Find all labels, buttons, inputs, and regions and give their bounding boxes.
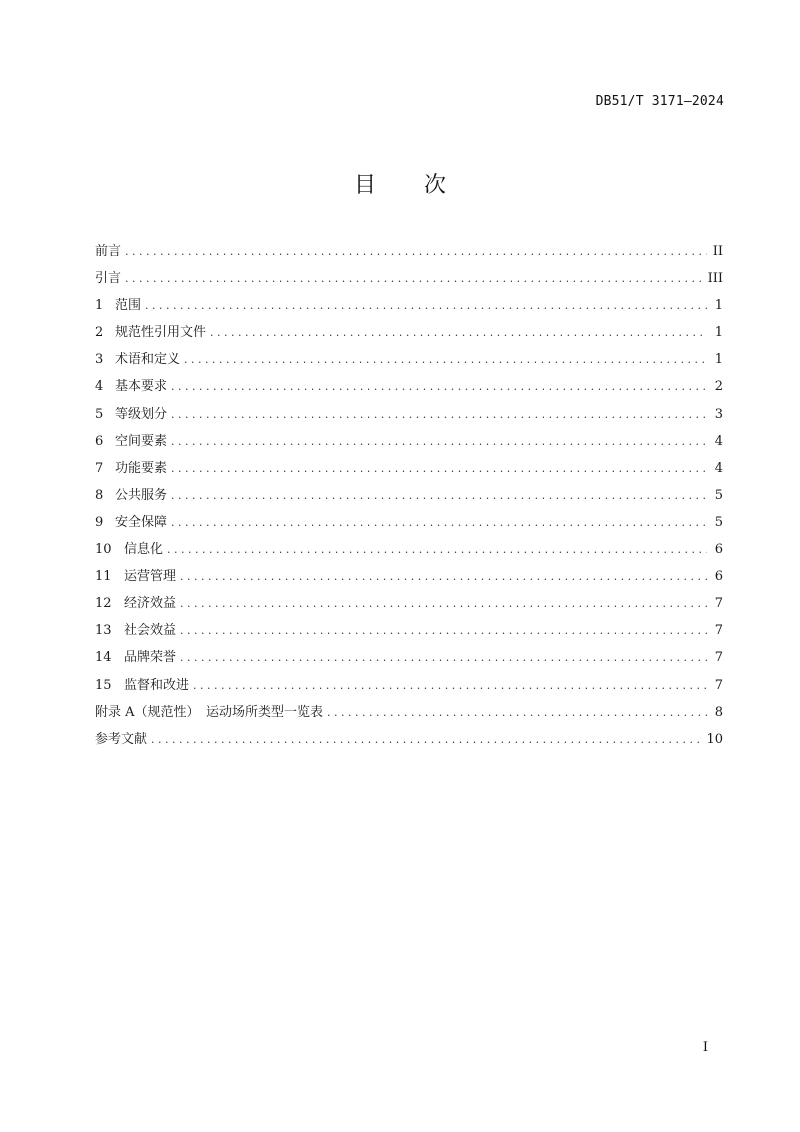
dot-leader [180, 621, 707, 641]
dot-leader [180, 594, 707, 614]
toc-entry-page: 6 [714, 542, 723, 558]
toc-entry[interactable] [95, 377, 723, 404]
toc-entry-page: 10 [706, 731, 723, 747]
toc-entry-label: 术语和定义 [115, 352, 181, 368]
toc-entry[interactable] [95, 703, 723, 730]
toc-entry-number: 10 [95, 542, 112, 558]
toc-entry-label: 经济效益 [124, 596, 177, 612]
toc-entry-page: 1 [714, 352, 723, 368]
toc-entry-number: 2 [95, 325, 104, 341]
dot-leader [171, 377, 707, 397]
table-of-contents [95, 242, 723, 757]
toc-entry-label: 附录 A（规范性） 运动场所类型一览表 [95, 704, 324, 720]
toc-entry[interactable] [95, 405, 723, 432]
dot-leader [171, 459, 707, 479]
toc-entry-label: 社会效益 [124, 623, 177, 639]
document-code: DB51/T 3171—2024 [595, 94, 724, 109]
toc-entry-page: 4 [714, 460, 723, 476]
toc-entry[interactable] [95, 323, 723, 350]
toc-entry-number: 14 [95, 650, 112, 666]
toc-entry[interactable] [95, 486, 723, 513]
dot-leader [171, 432, 707, 452]
dot-leader [193, 676, 707, 696]
toc-entry-page: II [712, 244, 723, 259]
toc-entry-label: 信息化 [124, 542, 164, 558]
toc-entry-page: 6 [714, 569, 723, 585]
toc-entry[interactable] [95, 242, 723, 269]
toc-entry-number: 1 [95, 298, 104, 314]
toc-entry-label: 规范性引用文件 [115, 325, 207, 341]
toc-entry-page: 1 [714, 298, 723, 314]
toc-entry-number: 6 [95, 433, 104, 449]
dot-leader [327, 703, 707, 723]
toc-entry-number: 7 [95, 460, 104, 476]
toc-entry-page: 8 [714, 704, 723, 720]
toc-entry[interactable] [95, 676, 723, 703]
toc-entry-page: 7 [714, 650, 723, 666]
toc-entry-number: 11 [95, 569, 112, 585]
dot-leader [184, 350, 707, 370]
toc-entry[interactable] [95, 540, 723, 567]
toc-entry-label: 引言 [95, 271, 122, 287]
dot-leader [180, 648, 707, 668]
dot-leader [167, 540, 707, 560]
toc-entry-label: 监督和改进 [124, 677, 190, 693]
toc-entry-number: 13 [95, 623, 112, 639]
dot-leader [145, 296, 707, 316]
toc-entry-label: 安全保障 [115, 514, 168, 530]
dot-leader [171, 513, 707, 533]
toc-entry-page: 7 [714, 596, 723, 612]
toc-title [0, 168, 800, 199]
toc-entry-page: III [707, 271, 723, 287]
toc-entry-label: 范围 [115, 298, 142, 314]
toc-entry-label: 参考文献 [95, 731, 148, 747]
dot-leader [125, 269, 702, 289]
toc-entry[interactable] [95, 269, 723, 296]
toc-entry[interactable] [95, 350, 723, 377]
toc-entry[interactable] [95, 432, 723, 459]
toc-entry-page: 7 [714, 677, 723, 693]
toc-entry-label: 等级划分 [115, 406, 168, 422]
toc-entry-label: 基本要求 [115, 379, 168, 395]
toc-entry-number: 4 [95, 379, 104, 395]
toc-entry-page: 3 [714, 406, 723, 422]
toc-entry-number: 15 [95, 677, 112, 693]
toc-title-char: 次 [424, 173, 447, 198]
toc-entry-number: 12 [95, 596, 112, 612]
dot-leader [180, 567, 707, 587]
dot-leader [171, 486, 707, 506]
toc-entry[interactable] [95, 594, 723, 621]
toc-entry-label: 前言 [95, 244, 122, 259]
toc-entry[interactable] [95, 567, 723, 594]
toc-entry-number: 5 [95, 406, 104, 422]
toc-entry-number: 9 [95, 514, 104, 530]
toc-entry-label: 运营管理 [124, 569, 177, 585]
page-number: I [702, 1040, 708, 1055]
toc-entry-label: 功能要素 [115, 460, 168, 476]
toc-entry[interactable] [95, 459, 723, 486]
toc-entry-page: 2 [714, 379, 723, 395]
toc-entry-number: 3 [95, 352, 104, 368]
toc-entry[interactable] [95, 730, 723, 757]
toc-entry-page: 5 [714, 487, 723, 503]
toc-entry-label: 空间要素 [115, 433, 168, 449]
toc-entry-number: 8 [95, 487, 104, 503]
dot-leader [171, 405, 707, 425]
toc-entry-label: 品牌荣誉 [124, 650, 177, 666]
dot-leader [125, 242, 707, 262]
dot-leader [151, 730, 700, 750]
toc-entry[interactable] [95, 513, 723, 540]
toc-entry-page: 7 [714, 623, 723, 639]
toc-entry-page: 5 [714, 514, 723, 530]
toc-title-char: 目 [353, 173, 376, 198]
toc-entry[interactable] [95, 296, 723, 323]
toc-entry-page: 1 [714, 325, 723, 341]
toc-entry-page: 4 [714, 433, 723, 449]
toc-entry-label: 公共服务 [115, 487, 168, 503]
toc-entry[interactable] [95, 621, 723, 648]
dot-leader [210, 323, 707, 343]
toc-entry[interactable] [95, 648, 723, 675]
